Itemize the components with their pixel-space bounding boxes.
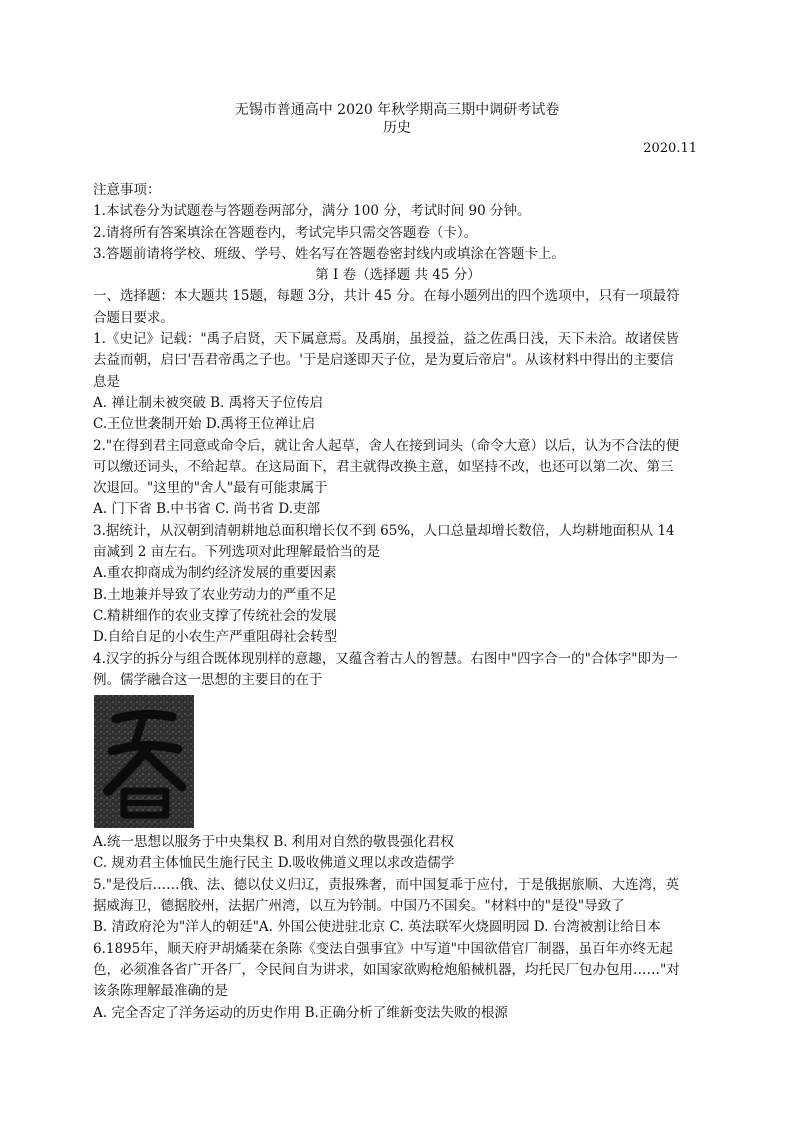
section-title: 第 I 卷（选择题 共 45 分） <box>315 267 481 284</box>
q5-stem-line-1: 5."是役后……俄、法、德以仗义归辽，责报殊奢，而中国复乖于应付，于是俄据旅顺、大连湾，英 <box>93 876 680 893</box>
q1-stem-line-2: 去益而朝，启曰'吾君帝禹之子也。'于是启遂即天子位，是为夏后帝启"。从该材料中得出的主要信 <box>93 352 674 369</box>
q4-options-ab: A.统一思想以服务于中央集权 B. 利用对自然的敬畏强化君权 <box>93 834 454 851</box>
section-intro-line-2: 合题目要求。 <box>93 309 174 326</box>
rubbing-glyph-icon <box>94 695 194 828</box>
notice-item-1: 1.本试卷分为试题卷与答题卷两部分，满分 100 分，考试时间 90 分钟。 <box>93 203 531 220</box>
q4-stem-line-2: 例。儒学融合这一思想的主要目的在于 <box>93 671 323 688</box>
q1-stem-line-3: 息是 <box>93 373 120 390</box>
q1-stem-line-1: 1.《史记》记载："禹子启贤，天下属意焉。及禹崩，虽授益，益之佐禹日浅，天下未洽。故诸侯皆 <box>93 331 680 348</box>
combined-character-rubbing-image <box>94 695 194 828</box>
q3-stem-line-2: 亩减到 2 亩左右。下列选项对此理解最恰当的是 <box>93 544 381 561</box>
q6-stem-line-2: 色，必须准各省广开各厂，令民间自为讲求，如国家欲购枪炮船械机器，均托民厂包办包用……"对 <box>93 961 680 978</box>
q4-stem-line-1: 4.汉字的拆分与组合既体现别样的意趣，又蕴含着古人的智慧。右图中"四字合一的"合体字"即为一 <box>93 650 679 667</box>
q5-options: B. 清政府沦为"洋人的朝廷"A. 外国公使进驻北京 C. 英法联军火烧圆明园 D. 台湾被割让给日本 <box>93 919 661 936</box>
exam-date: 2020.11 <box>643 141 697 156</box>
q2-options: A. 门下省 B.中书省 C. 尚书省 D.吏部 <box>93 501 320 518</box>
q3-option-b: B.土地兼并导致了农业劳动力的严重不足 <box>93 586 337 603</box>
notice-item-3: 3.答题前请将学校、班级、学号、姓名写在答题卷密封线内或填涂在答题卡上。 <box>93 245 565 262</box>
q1-options-ab: A. 禅让制未被突破 B. 禹将天子位传启 <box>93 394 324 411</box>
q3-option-d: D.自给自足的小农生产严重阻碍社会转型 <box>93 629 338 646</box>
section-intro-line-1: 一、选择题：本大题共 15题，每题 3分，共计 45 分。在每小题列出的四个选项中，只有一项最符 <box>93 288 680 305</box>
q6-options-ab: A. 完全否定了洋务运动的历史作用 B.正确分析了维新变法失败的根源 <box>93 1004 508 1021</box>
q5-stem-line-2: 据威海卫，德据胶州，法据广州湾，以互为钤制。中国乃不国矣。"材料中的"是役"导致了 <box>93 898 625 915</box>
exam-title: 无锡市普通高中 2020 年秋学期高三期中调研考试卷 <box>234 102 560 118</box>
exam-content <box>93 180 703 1024</box>
q3-option-c: C.精耕细作的农业支撑了传统社会的发展 <box>93 607 337 624</box>
q6-stem-line-1: 6.1895年，顺天府尹胡燏棻在条陈《变法自强事宜》中写道"中国欲借官厂制器，虽百年亦终无起 <box>93 940 673 957</box>
q4-options-cd: C. 规劝君主体恤民生施行民主 D.吸收佛道义理以求改造儒学 <box>93 855 455 872</box>
q2-stem-line-2: 可以缴还词头，不给起草。在这局面下，君主就得改换主意，如坚持不改，也还可以第二次、第三 <box>93 458 674 475</box>
q1-options-cd: C.王位世袭制开始 D.禹将王位禅让启 <box>93 416 316 433</box>
notice-item-2: 2.请将所有答案填涂在答题卷内，考试完毕只需交答题卷（卡）。 <box>93 224 478 241</box>
exam-subject: 历史 <box>383 120 411 136</box>
q2-stem-line-3: 次退回。"这里的"舍人"最有可能隶属于 <box>93 480 328 497</box>
q6-stem-line-3: 该条陈理解最准确的是 <box>93 983 228 1000</box>
q3-stem-line-1: 3.据统计，从汉朝到清朝耕地总面积增长仅不到 65%，人口总量却增长数倍，人均耕地面积从 14 <box>93 522 675 539</box>
notice-heading: 注意事项： <box>93 182 161 198</box>
q2-stem-line-1: 2."在得到君主同意或命令后，就让舍人起草，舍人在接到词头（命令大意）以后，认为不合法的便 <box>93 437 680 454</box>
q3-option-a: A.重农抑商成为制约经济发展的重要因素 <box>93 565 337 582</box>
